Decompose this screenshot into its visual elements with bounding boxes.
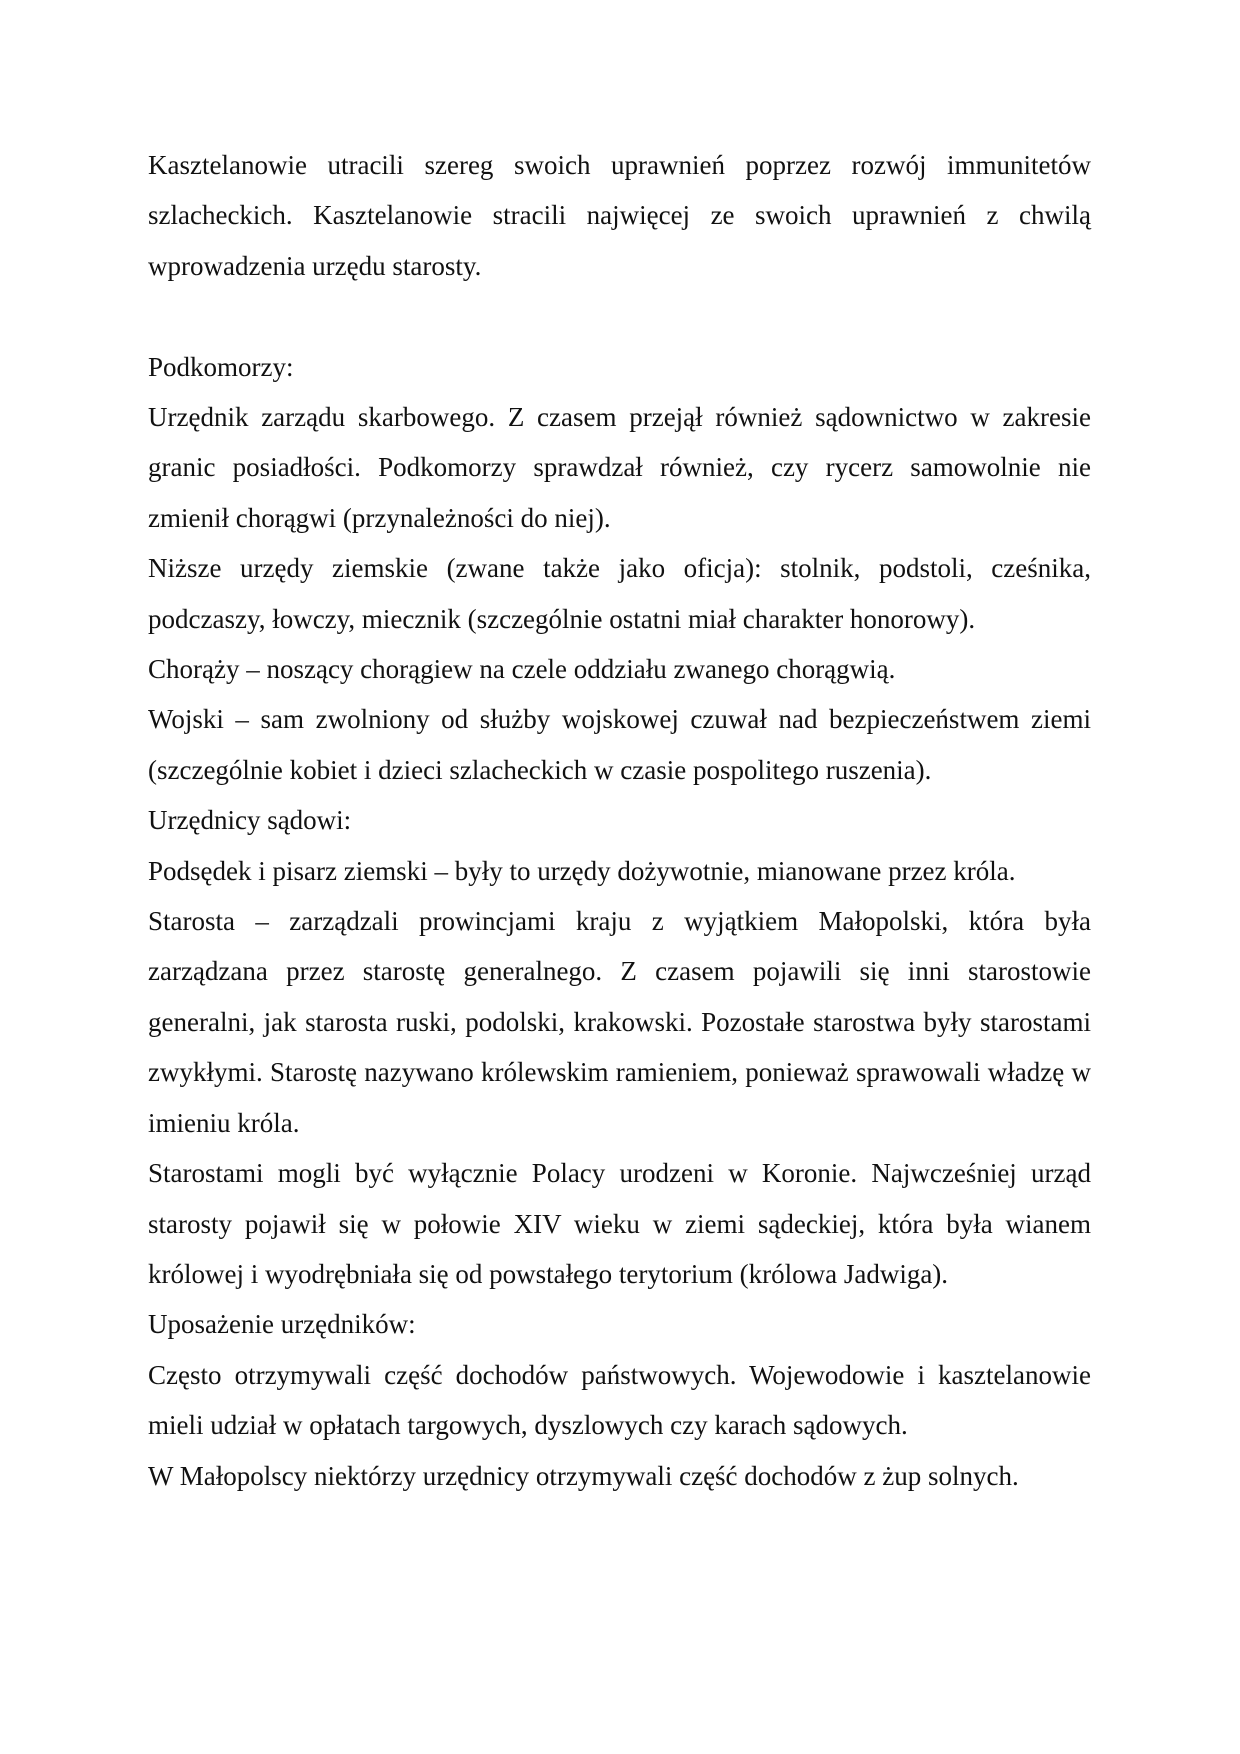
paragraph-chorazy: Chorąży – noszący chorągiew na czele oddziału zwanego chorągwią.	[148, 654, 896, 685]
paragraph-czesto: Często otrzymywali część dochodów państwowych. Wojewodowie i kasztelanowie mieli udział w opłatach targowych, dyszlowych czy karach sądowych.	[148, 1359, 1091, 1441]
heading-uposazenie: Uposażenie urzędników:	[148, 1309, 416, 1340]
paragraph-gap	[148, 291, 1091, 341]
paragraph-nizsze-urzedy: Niższe urzędy ziemskie (zwane także jako oficja): stolnik, podstoli, cześnika, podczaszy, łowczy, miecznik (szczególnie ostatni miał charakter honorowy).	[148, 553, 1091, 634]
paragraph-starosta: Starosta – zarządzali prowincjami kraju z wyjątkiem Małopolski, która była zarządzana przez starostę generalnego. Z czasem pojawili się inni starostowie generalni, jak starosta ruski, podolski, krakowski. Pozostałe starostwa były starostami zwykłymi. Starostę nazywano królewskim ramieniem, ponieważ sprawowali władzę w imieniu króla.	[148, 906, 1091, 1138]
heading-urzednicy-sadowi: Urzędnicy sądowi:	[148, 805, 352, 836]
paragraph-wojski: Wojski – sam zwolniony od służby wojskowej czuwał nad bezpieczeństwem ziemi (szczególnie kobiet i dzieci szlacheckich w czasie pospolitego ruszenia).	[148, 704, 1091, 785]
paragraph-starostami: Starostami mogli być wyłącznie Polacy urodzeni w Koronie. Najwcześniej urząd starosty pojawił się w połowie XIV wieku w ziemi sądeckiej, która była wianem królowej i wyodrębniała się od powstałego terytorium (królowa Jadwiga).	[148, 1158, 1091, 1289]
paragraph-kasztelanowie: Kasztelanowie utracili szereg swoich uprawnień poprzez rozwój immunitetów szlacheckich. Kasztelanowie stracili najwięcej ze swoich uprawnień z chwilą wprowadzenia urzędu starosty.	[148, 150, 1091, 281]
paragraph-malopolscy: W Małopolscy niektórzy urzędnicy otrzymywali część dochodów z żup solnych.	[148, 1460, 1019, 1491]
document-page	[148, 140, 1091, 1501]
paragraph-podsedek: Podsędek i pisarz ziemski – były to urzędy dożywotnie, mianowane przez króla.	[148, 855, 1016, 886]
paragraph-urzednik-skarbowy: Urzędnik zarządu skarbowego. Z czasem przejął również sądownictwo w zakresie granic posiadłości. Podkomorzy sprawdzał również, czy rycerz samowolnie nie zmienił chorągwi (przynależności do niej).	[148, 402, 1091, 533]
heading-podkomorzy: Podkomorzy:	[148, 351, 294, 382]
